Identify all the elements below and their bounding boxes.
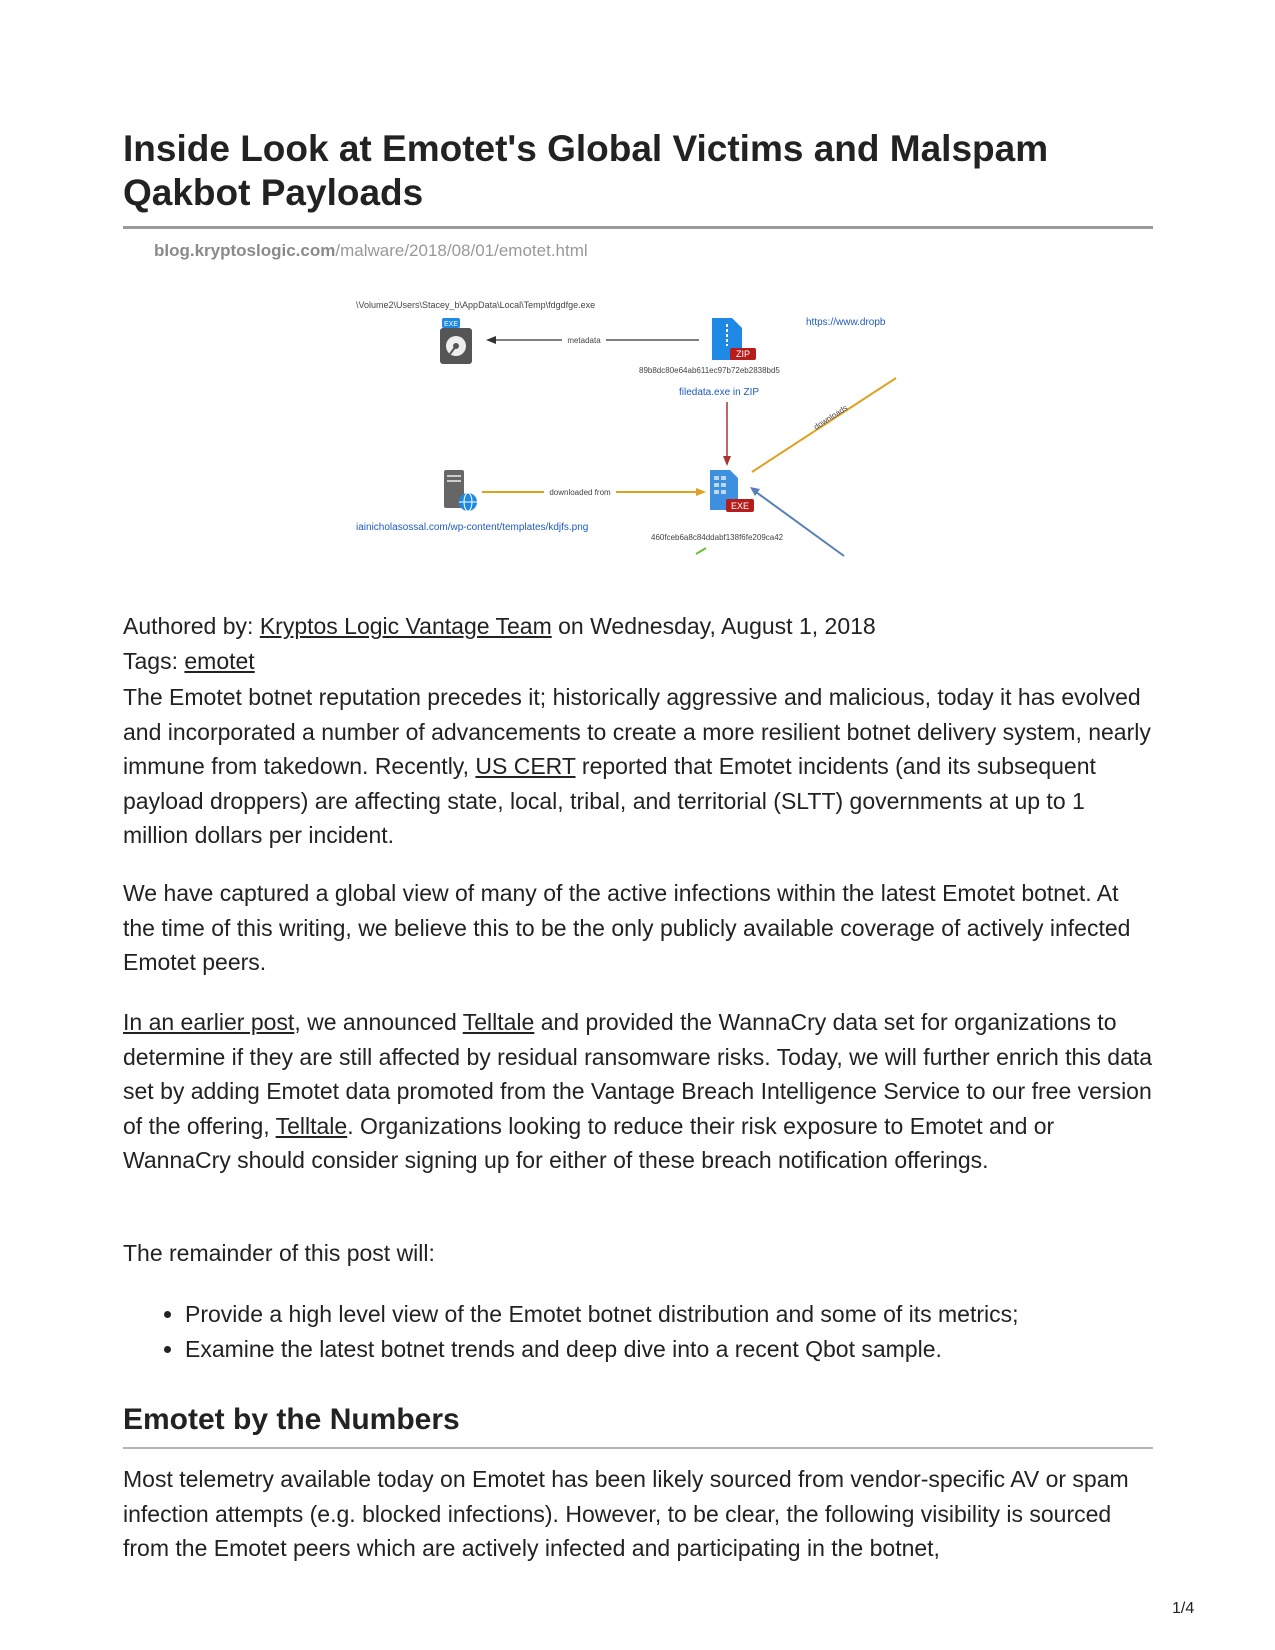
p5-text: Most telemetry available today on Emotet has been likely sourced from vendor-specific AV or spam infection attempts (e.g. blocked infections). However, to be clear, the following visibility is sourced from the Emotet peers which are actively infected and participating in the botnet, bbox=[123, 1466, 1129, 1561]
zip-hash-label: 89b8dc80e64ab611ec97b72eb2838bd5 bbox=[639, 366, 780, 375]
post-meta bbox=[123, 609, 1153, 678]
list-item: • Provide a high level view of the Emotet botnet distribution and some of its metrics; bbox=[185, 1297, 1215, 1332]
remainder-intro bbox=[123, 1236, 1153, 1271]
p4-text: The remainder of this post will: bbox=[123, 1240, 435, 1266]
zip-badge: ZIP bbox=[735, 349, 751, 359]
page-title: Inside Look at Emotet's Global Victims and Malspam Qakbot Payloads bbox=[123, 128, 1049, 213]
tag-link[interactable]: emotet bbox=[184, 647, 255, 674]
post-date: on Wednesday, August 1, 2018 bbox=[551, 613, 876, 639]
exe2-badge: EXE bbox=[730, 501, 750, 511]
downloaded-from-arrowhead bbox=[696, 488, 706, 496]
global-view-paragraph bbox=[123, 876, 1153, 980]
section-divider bbox=[123, 1447, 1153, 1449]
zip-file-icon bbox=[712, 318, 756, 360]
server-url-label: iainicholasossal.com/wp-content/templates/kdjfs.png bbox=[356, 522, 589, 533]
p1-text-b: reported that Emotet incidents (and its subsequent payload droppers) are affecting state, local, tribal, and territorial (SLTT) governments at up to 1 million dollars per incident. bbox=[123, 753, 1096, 848]
intro-paragraph bbox=[123, 680, 1153, 853]
hard-disk-icon bbox=[440, 318, 472, 364]
downloaded-from-label: downloaded from bbox=[549, 488, 611, 497]
tags-line bbox=[123, 644, 1153, 679]
metadata-label: metadata bbox=[567, 336, 601, 345]
telltale-link-2[interactable]: Telltale bbox=[275, 1112, 348, 1139]
exe-path-label: \Volume2\Users\Stacey_b\AppData\Local\Temp\fdgdfge.exe bbox=[356, 300, 596, 310]
source-path: /malware/2018/08/01/emotet.html bbox=[335, 241, 588, 260]
inbound-blue-arrow bbox=[756, 492, 844, 556]
extract-arrowhead bbox=[723, 456, 731, 466]
telltale-paragraph bbox=[123, 1005, 1153, 1178]
p3-text-c: . Organizations looking to reduce their risk exposure to Emotet and or WannaCry should consider signing up for either of these breach notification offerings. bbox=[123, 1112, 1055, 1173]
source-url[interactable] bbox=[154, 241, 588, 261]
p1-text-a: The Emotet botnet reputation precedes it; historically aggressive and malicious, today it has evolved and incorporated a number of advancements to create a more resilient botnet delivery system, nearly immune from takedown. Recently, bbox=[123, 684, 1151, 779]
exe-badge: EXE bbox=[443, 321, 459, 328]
author-link[interactable]: Kryptos Logic Vantage Team bbox=[259, 613, 552, 639]
earlier-post-link[interactable]: In an earlier post bbox=[123, 1009, 295, 1035]
server-globe-icon bbox=[444, 470, 477, 511]
title-divider bbox=[123, 226, 1153, 229]
p3-text-b: and provided the WannaCry data set for organizations to determine if they are still affected by residual ransomware risks. Today, we will further enrich this data set by adding Emotet data promoted from the Vantage Breach Intelligence Service to our free version of the offering, bbox=[123, 1009, 1153, 1139]
p2-text: We have captured a global view of many of the active infections within the latest Emotet botnet. At the time of this writing, we believe this to be the only publicly available coverage of actively infected Emotet peers. bbox=[123, 880, 1131, 975]
list-item: • Examine the latest botnet trends and deep dive into a recent Qbot sample. bbox=[185, 1332, 1215, 1367]
exe2-hash-label: 460fceb6a8c84ddabf138f6fe209ca42 bbox=[651, 533, 784, 542]
us-cert-link[interactable]: US CERT bbox=[475, 753, 576, 779]
emotet-infection-diagram bbox=[354, 298, 914, 588]
exe-file-icon bbox=[710, 470, 754, 512]
source-domain: blog.kryptoslogic.com bbox=[154, 241, 336, 260]
zip-caption: filedata.exe in ZIP bbox=[679, 387, 760, 398]
downloads-label: downloads bbox=[812, 403, 850, 432]
dropbox-url-label: https://www.dropb bbox=[806, 317, 886, 328]
tags-prefix: Tags: bbox=[123, 647, 185, 674]
page-number: 1/4 bbox=[1172, 1600, 1195, 1617]
author-line bbox=[123, 609, 1153, 644]
p3-text-a: , we announced bbox=[294, 1009, 463, 1035]
post-outline-list bbox=[123, 1297, 1215, 1366]
numbers-paragraph bbox=[123, 1462, 1153, 1566]
metadata-arrowhead bbox=[486, 336, 496, 344]
green-edge-fragment bbox=[696, 548, 706, 554]
telltale-link[interactable]: Telltale bbox=[462, 1009, 535, 1035]
section-heading: Emotet by the Numbers bbox=[123, 1403, 460, 1436]
authored-prefix: Authored by: bbox=[123, 613, 260, 639]
